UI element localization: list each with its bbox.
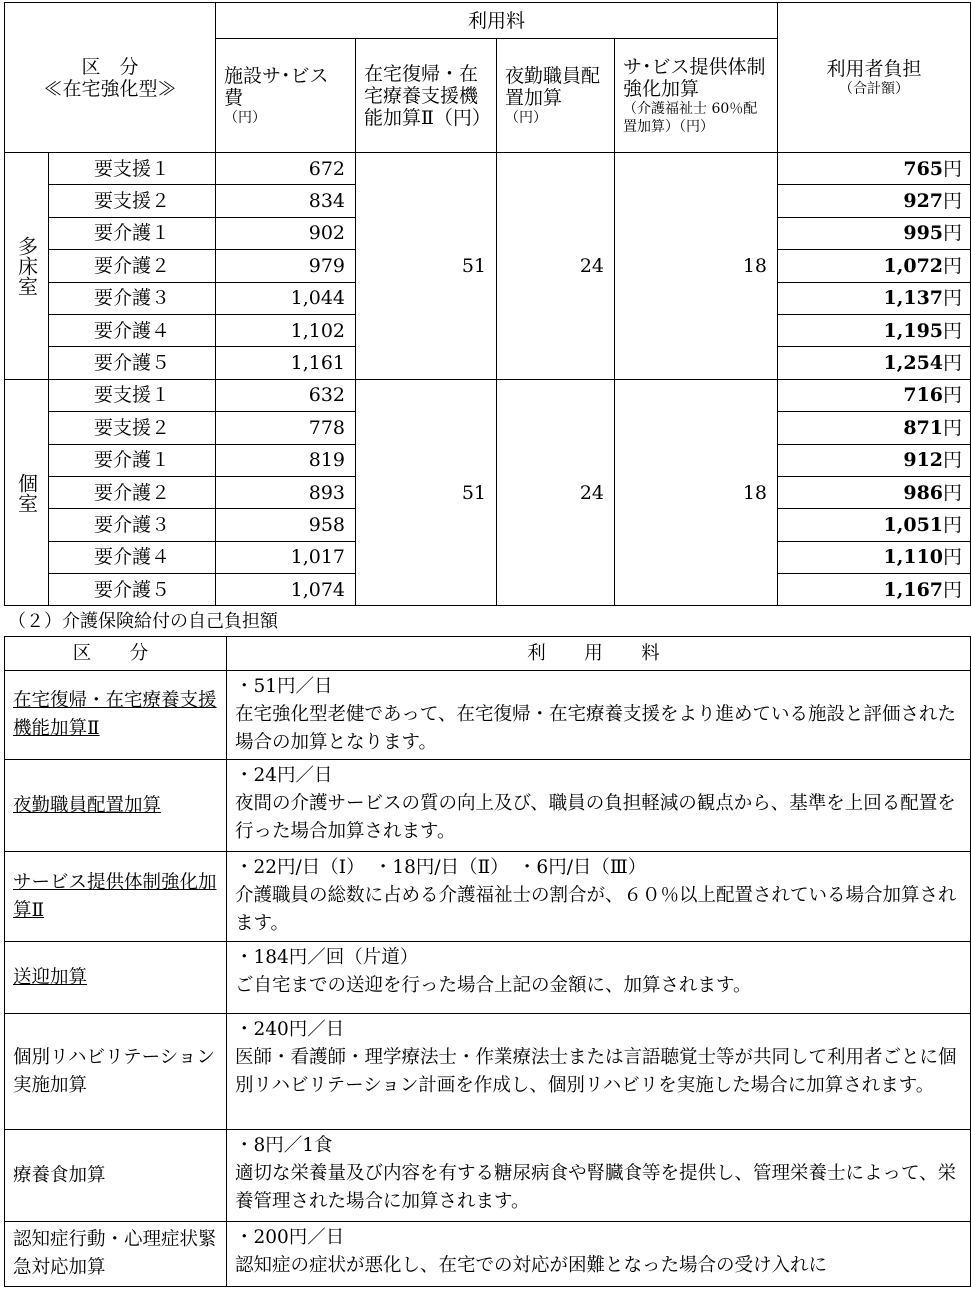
total-cell <box>778 153 971 185</box>
yen-unit: 円 <box>943 157 963 180</box>
total-cell <box>778 314 971 346</box>
total-amount: 765 <box>903 157 944 180</box>
total-amount: 1,137 <box>883 287 944 310</box>
facility-fee-unit: （円） <box>224 109 267 126</box>
facility-fee: 979 <box>216 250 356 282</box>
header-home-return: 在宅復帰・在宅療養支援機能加算Ⅱ（円） <box>356 39 497 153</box>
yen-unit: 円 <box>943 384 963 407</box>
total-amount: 912 <box>903 449 944 472</box>
care-level: 要支援２ <box>49 185 216 217</box>
addition-name-cell <box>5 760 227 852</box>
total-cell <box>778 347 971 379</box>
total-amount: 871 <box>903 416 944 439</box>
total-amount: 995 <box>903 222 944 245</box>
yen-unit: 円 <box>943 513 963 536</box>
header-usage-fee: 利用料 <box>216 3 778 39</box>
addition-header-fee: 利 用 料 <box>227 637 971 671</box>
care-level: 要支援２ <box>49 412 216 444</box>
yen-unit: 円 <box>943 481 963 504</box>
section2-title: （２）介護保険給付の自己負担額 <box>8 611 278 632</box>
facility-fee: 819 <box>216 444 356 476</box>
fee-row <box>5 153 971 185</box>
addition-row <box>5 760 971 852</box>
header-division <box>5 3 216 153</box>
user-burden-sublabel: （合計額） <box>839 80 910 97</box>
facility-fee: 1,161 <box>216 347 356 379</box>
addition-name: 個別リハビリテーション実施加算 <box>13 1046 215 1096</box>
addition-name-cell <box>5 671 227 760</box>
addition-name-cell <box>5 1130 227 1222</box>
total-amount: 1,167 <box>883 578 944 601</box>
care-level: 要介護３ <box>49 509 216 541</box>
addition-name: 送迎加算 <box>13 966 88 988</box>
yen-unit: 円 <box>943 416 963 439</box>
facility-fee: 632 <box>216 379 356 411</box>
addition-row <box>5 1130 971 1222</box>
night-staff-fee: 24 <box>497 379 615 606</box>
addition-table <box>4 636 971 1287</box>
care-level: 要支援１ <box>49 153 216 185</box>
header-facility-fee <box>216 39 356 153</box>
fee-table <box>4 2 971 606</box>
room-type-text: 多床室 <box>14 235 39 296</box>
total-cell <box>778 509 971 541</box>
addition-rate: ・24円／日 <box>235 765 333 786</box>
total-cell <box>778 476 971 508</box>
total-amount: 1,254 <box>883 352 944 375</box>
care-level: 要介護５ <box>49 347 216 379</box>
care-level: 要介護１ <box>49 444 216 476</box>
room-type-text: 個室 <box>14 472 39 513</box>
addition-name: 療養食加算 <box>13 1164 106 1186</box>
care-level: 要介護２ <box>49 250 216 282</box>
service-system-label: サ･ビス提供体制強化加算 <box>623 55 766 100</box>
addition-description: 認知症の症状が悪化し、在宅での対応が困難となった場合の受け入れに <box>235 1255 828 1276</box>
total-cell <box>778 185 971 217</box>
yen-unit: 円 <box>943 254 963 277</box>
yen-unit: 円 <box>943 578 963 601</box>
facility-fee: 834 <box>216 185 356 217</box>
addition-row <box>5 1014 971 1130</box>
total-cell <box>778 282 971 314</box>
yen-unit: 円 <box>943 352 963 375</box>
addition-description: 介護職員の総数に占める介護福祉士の割合が、６０％以上配置されている場合加算されます。 <box>235 885 957 934</box>
yen-unit: 円 <box>943 222 963 245</box>
addition-name-cell <box>5 852 227 942</box>
yen-unit: 円 <box>943 190 963 213</box>
service-system-note: （介護福祉士 60％配置加算）（円） <box>623 100 758 135</box>
home-return-fee: 51 <box>356 379 497 606</box>
addition-name-cell <box>5 1014 227 1130</box>
total-amount: 1,072 <box>883 254 944 277</box>
service-system-fee: 18 <box>615 379 778 606</box>
addition-detail-cell <box>227 671 971 760</box>
room-type-label <box>5 379 49 606</box>
service-system-fee: 18 <box>615 153 778 380</box>
total-amount: 1,051 <box>883 513 944 536</box>
care-level: 要介護４ <box>49 314 216 346</box>
care-level: 要介護３ <box>49 282 216 314</box>
total-amount: 716 <box>903 384 944 407</box>
addition-table-body <box>5 671 971 1287</box>
user-burden-label: 利用者負担 <box>826 57 922 80</box>
facility-fee: 1,044 <box>216 282 356 314</box>
division-label: 区 分 <box>81 55 139 78</box>
header-user-burden <box>778 3 971 153</box>
total-amount: 1,110 <box>883 546 944 569</box>
addition-description: 適切な栄養量及び内容を有する糖尿病食や腎臓食等を提供し、管理栄養士によって、栄養管理された場合に加算されます。 <box>235 1163 957 1212</box>
addition-rate: ・184円／回（片道） <box>235 947 419 968</box>
addition-detail-cell <box>227 1130 971 1222</box>
facility-fee-label: 施設サ･ビス費 <box>224 64 329 109</box>
addition-rate: ・22円/日（Ⅰ） ・18円/日（Ⅱ） ・6円/日（Ⅲ） <box>235 857 647 878</box>
addition-detail-cell <box>227 760 971 852</box>
addition-detail-cell <box>227 1014 971 1130</box>
yen-unit: 円 <box>943 546 963 569</box>
facility-fee: 893 <box>216 476 356 508</box>
facility-fee: 1,017 <box>216 541 356 573</box>
addition-description: ご自宅までの送迎を行った場合上記の金額に、加算されます。 <box>235 975 752 996</box>
addition-name-cell <box>5 1222 227 1287</box>
addition-description: 在宅強化型老健であって、在宅復帰・在宅療養支援をより進めている施設と評価された場合の加算となります。 <box>235 704 956 753</box>
addition-rate: ・200円／日 <box>235 1227 345 1248</box>
total-cell <box>778 250 971 282</box>
total-cell <box>778 541 971 573</box>
room-type-label <box>5 153 49 380</box>
facility-fee: 672 <box>216 153 356 185</box>
addition-detail-cell <box>227 852 971 942</box>
addition-description: 夜間の介護サービスの質の向上及び、職員の負担軽減の観点から、基準を上回る配置を行った場合加算されます。 <box>235 793 956 842</box>
yen-unit: 円 <box>943 319 963 342</box>
facility-fee: 1,102 <box>216 314 356 346</box>
addition-row <box>5 852 971 942</box>
addition-rate: ・240円／日 <box>235 1019 345 1040</box>
addition-name: 在宅復帰・在宅療養支援機能加算Ⅱ <box>13 690 217 739</box>
night-staff-fee: 24 <box>497 153 615 380</box>
care-level: 要介護１ <box>49 217 216 249</box>
addition-detail-cell <box>227 942 971 1014</box>
header-night-staff <box>497 39 615 153</box>
addition-row <box>5 1222 971 1287</box>
facility-fee: 958 <box>216 509 356 541</box>
care-level: 要介護５ <box>49 574 216 606</box>
addition-description: 医師・看護師・理学療法士・作業療法士または言語聴覚士等が共同して利用者ごとに個別リハビリテーション計画を作成し、個別リハビリを実施した場合に加算されます。 <box>235 1047 957 1096</box>
addition-header-division: 区 分 <box>5 637 227 671</box>
total-cell <box>778 574 971 606</box>
facility-fee: 902 <box>216 217 356 249</box>
addition-detail-cell <box>227 1222 971 1287</box>
night-staff-unit: （円） <box>505 109 548 126</box>
total-amount: 927 <box>903 190 944 213</box>
addition-name: 認知症行動・心理症状緊急対応加算 <box>13 1229 217 1278</box>
yen-unit: 円 <box>943 287 963 310</box>
night-staff-label: 夜勤職員配置加算 <box>505 64 601 109</box>
care-level: 要介護４ <box>49 541 216 573</box>
addition-name: 夜勤職員配置加算 <box>13 794 162 816</box>
care-level: 要支援１ <box>49 379 216 411</box>
yen-unit: 円 <box>943 449 963 472</box>
fee-row <box>5 379 971 411</box>
addition-row <box>5 942 971 1014</box>
total-cell <box>778 379 971 411</box>
division-sublabel: ≪在宅強化型≫ <box>43 77 177 100</box>
home-return-fee: 51 <box>356 153 497 380</box>
facility-fee: 1,074 <box>216 574 356 606</box>
header-service-system <box>615 39 778 153</box>
facility-fee: 778 <box>216 412 356 444</box>
total-amount: 986 <box>903 481 944 504</box>
care-level: 要介護２ <box>49 476 216 508</box>
addition-rate: ・51円／日 <box>235 676 333 697</box>
addition-name: サービス提供体制強化加算Ⅱ <box>13 871 217 921</box>
total-cell <box>778 412 971 444</box>
total-cell <box>778 444 971 476</box>
addition-name-cell <box>5 942 227 1014</box>
total-amount: 1,195 <box>883 319 944 342</box>
addition-rate: ・8円／1食 <box>235 1135 333 1156</box>
addition-row <box>5 671 971 760</box>
fee-table-body <box>5 153 971 606</box>
total-cell <box>778 217 971 249</box>
